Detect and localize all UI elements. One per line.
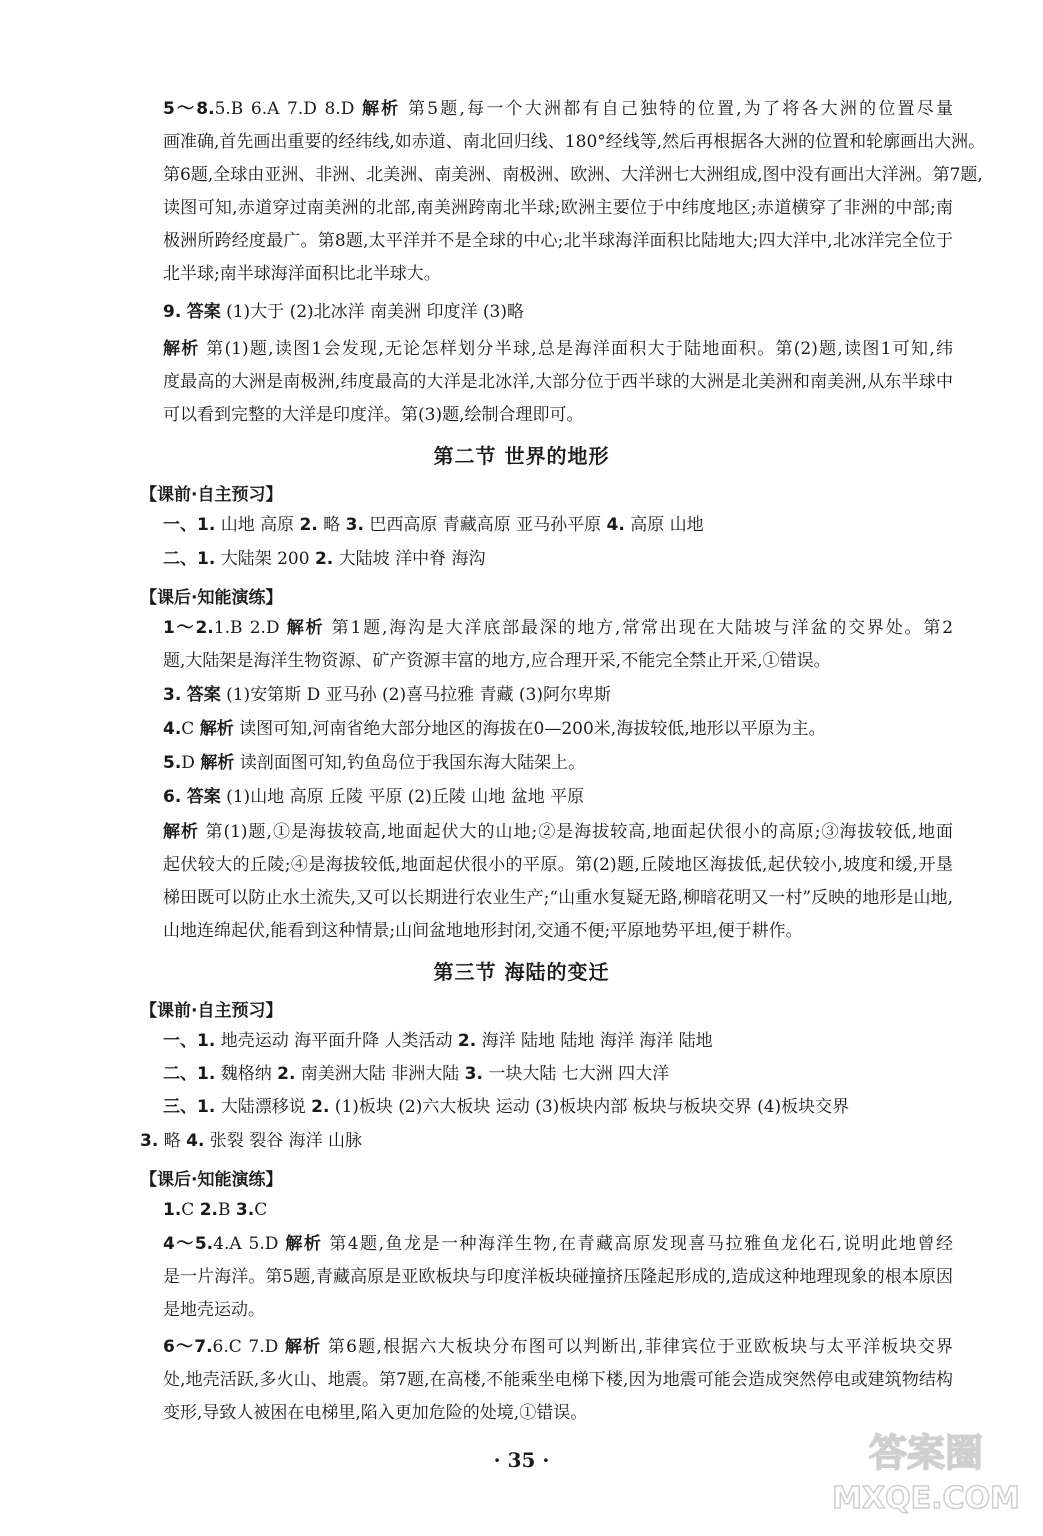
text-line: 解析 第(1)题,①是海拔较高,地面起伏大的山地;②是海拔较高,地面起伏很小的高原;③海拔较低,地面 xyxy=(163,822,954,842)
text-line: 4～5.4.A 5.D 解析 第4题,鱼龙是一种海洋生物,在青藏高原发现喜马拉雅鱼龙化石,说明此地曾经 xyxy=(163,1234,953,1254)
answer-line: 1.C 2.B 3.C xyxy=(163,1200,268,1220)
text-line: 题,大陆架是海洋生物资源、矿产资源丰富的地方,应合理开采,不能完全禁止开采,①错误。 xyxy=(163,651,831,671)
text-line: 第6题,全球由亚洲、非洲、北美洲、南美洲、南极洲、欧洲、大洋洲七大洲组成,图中没有画出大洋洲。第7题, xyxy=(163,165,983,185)
text-line: 北半球;南半球海洋面积比北半球大。 xyxy=(163,264,441,284)
text-line: 梯田既可以防止水土流失,又可以长期进行农业生产;“山重水复疑无路,柳暗花明又一村”反映的地形是山地, xyxy=(163,888,953,908)
answer-line: 一、1. 山地 高原 2. 略 3. 巴西高原 青藏高原 亚马孙平原 4. 高原 山地 xyxy=(163,515,704,535)
text-line: 是一片海洋。第5题,青藏高原是亚欧板块与印度洋板块碰撞挤压隆起形成的,造成这种地理现象的根本原因 xyxy=(163,1267,953,1287)
text-line: 是地壳运动。 xyxy=(163,1300,265,1320)
answer-line: 4.C 解析 读图可知,河南省绝大部分地区的海拔在0—200米,海拔较低,地形以平原为主。 xyxy=(163,719,826,739)
text-line: 起伏较大的丘陵;④是海拔较低,地面起伏很小的平原。第(2)题,丘陵地区海拔低,起伏较小,坡度和缓,开垦 xyxy=(163,855,953,875)
page-number: · 35 · xyxy=(493,1448,550,1472)
answer-line: 3. 答案 (1)安第斯 D 亚马孙 (2)喜马拉雅 青藏 (3)阿尔卑斯 xyxy=(163,685,611,705)
answer-line: 一、1. 地壳运动 海平面升降 人类活动 2. 海洋 陆地 陆地 海洋 海洋 陆地 xyxy=(163,1031,713,1051)
text-line: 极洲所跨经度最广。第8题,太平洋并不是全球的中心;北半球海洋面积比陆地大;四大洋中,北冰洋完全位于 xyxy=(163,231,953,251)
text-line: 变形,导致人被困在电梯里,陷入更加危险的处境,①错误。 xyxy=(163,1403,588,1423)
text-line: 山地连绵起伏,能看到这种情景;山间盆地地形封闭,交通不便;平原地势平坦,便于耕作。 xyxy=(163,921,803,941)
text-line: 画准确,首先画出重要的经纬线,如赤道、南北回归线、180°经线等,然后再根据各大洲的位置和轮廓画出大洲。 xyxy=(163,132,986,152)
section-subheader: 【课前·自主预习】 xyxy=(140,1001,283,1021)
answer-line: 5.D 解析 读剖面图可知,钓鱼岛位于我国东海大陆架上。 xyxy=(163,753,586,773)
answer-line: 9. 答案 (1)大于 (2)北冰洋 南美洲 印度洋 (3)略 xyxy=(163,302,524,322)
section-title: 第三节 海陆的变迁 xyxy=(433,960,610,984)
answer-line: 3. 略 4. 张裂 裂谷 海洋 山脉 xyxy=(140,1131,363,1151)
section-subheader: 【课后·知能演练】 xyxy=(140,1170,283,1190)
section-subheader: 【课后·知能演练】 xyxy=(140,588,283,608)
text-line: 5～8.5.B 6.A 7.D 8.D 解析 第5题,每一个大洲都有自己独特的位置,为了将各大洲的位置尽量 xyxy=(163,99,953,119)
watermark-top-text: 答案圈 xyxy=(868,1431,984,1475)
text-line: 读图可知,赤道穿过南美洲的北部,南美洲跨南北半球;欧洲主要位于中纬度地区;赤道横穿了非洲的中部;南 xyxy=(163,198,953,218)
text-line: 解析 第(1)题,读图1会发现,无论怎样划分半球,总是海洋面积大于陆地面积。第(2)题,读图1可知,纬 xyxy=(163,339,954,359)
text-line: 可以看到完整的大洋是印度洋。第(3)题,绘制合理即可。 xyxy=(163,405,584,425)
section-subheader: 【课前·自主预习】 xyxy=(140,485,283,505)
watermark-bottom-text: MXQE.COM xyxy=(832,1481,1020,1516)
watermark-logo xyxy=(831,1420,1021,1520)
text-line: 度最高的大洲是南极洲,纬度最高的大洋是北冰洋,大部分位于西半球的大洲是北美洲和南美洲,从东半球中 xyxy=(163,372,953,392)
answer-line: 二、1. 大陆架 200 2. 大陆坡 洋中脊 海沟 xyxy=(163,549,486,569)
text-line: 6～7.6.C 7.D 解析 第6题,根据六大板块分布图可以判断出,菲律宾位于亚欧板块与太平洋板块交界 xyxy=(163,1337,953,1357)
answer-line: 二、1. 魏格纳 2. 南美洲大陆 非洲大陆 3. 一块大陆 七大洲 四大洋 xyxy=(163,1064,670,1084)
section-title: 第二节 世界的地形 xyxy=(433,444,610,468)
text-line: 处,地壳活跃,多火山、地震。第7题,在高楼,不能乘坐电梯下楼,因为地震可能会造成突然停电或建筑物结构 xyxy=(163,1370,953,1390)
text-line: 1～2.1.B 2.D 解析 第1题,海沟是大洋底部最深的地方,常常出现在大陆坡与洋盆的交界处。第2 xyxy=(163,618,954,638)
answer-line: 三、1. 大陆漂移说 2. (1)板块 (2)六大板块 运动 (3)板块内部 板块与板块交界 (4)板块交界 xyxy=(163,1097,850,1117)
answer-line: 6. 答案 (1)山地 高原 丘陵 平原 (2)丘陵 山地 盆地 平原 xyxy=(163,787,585,807)
